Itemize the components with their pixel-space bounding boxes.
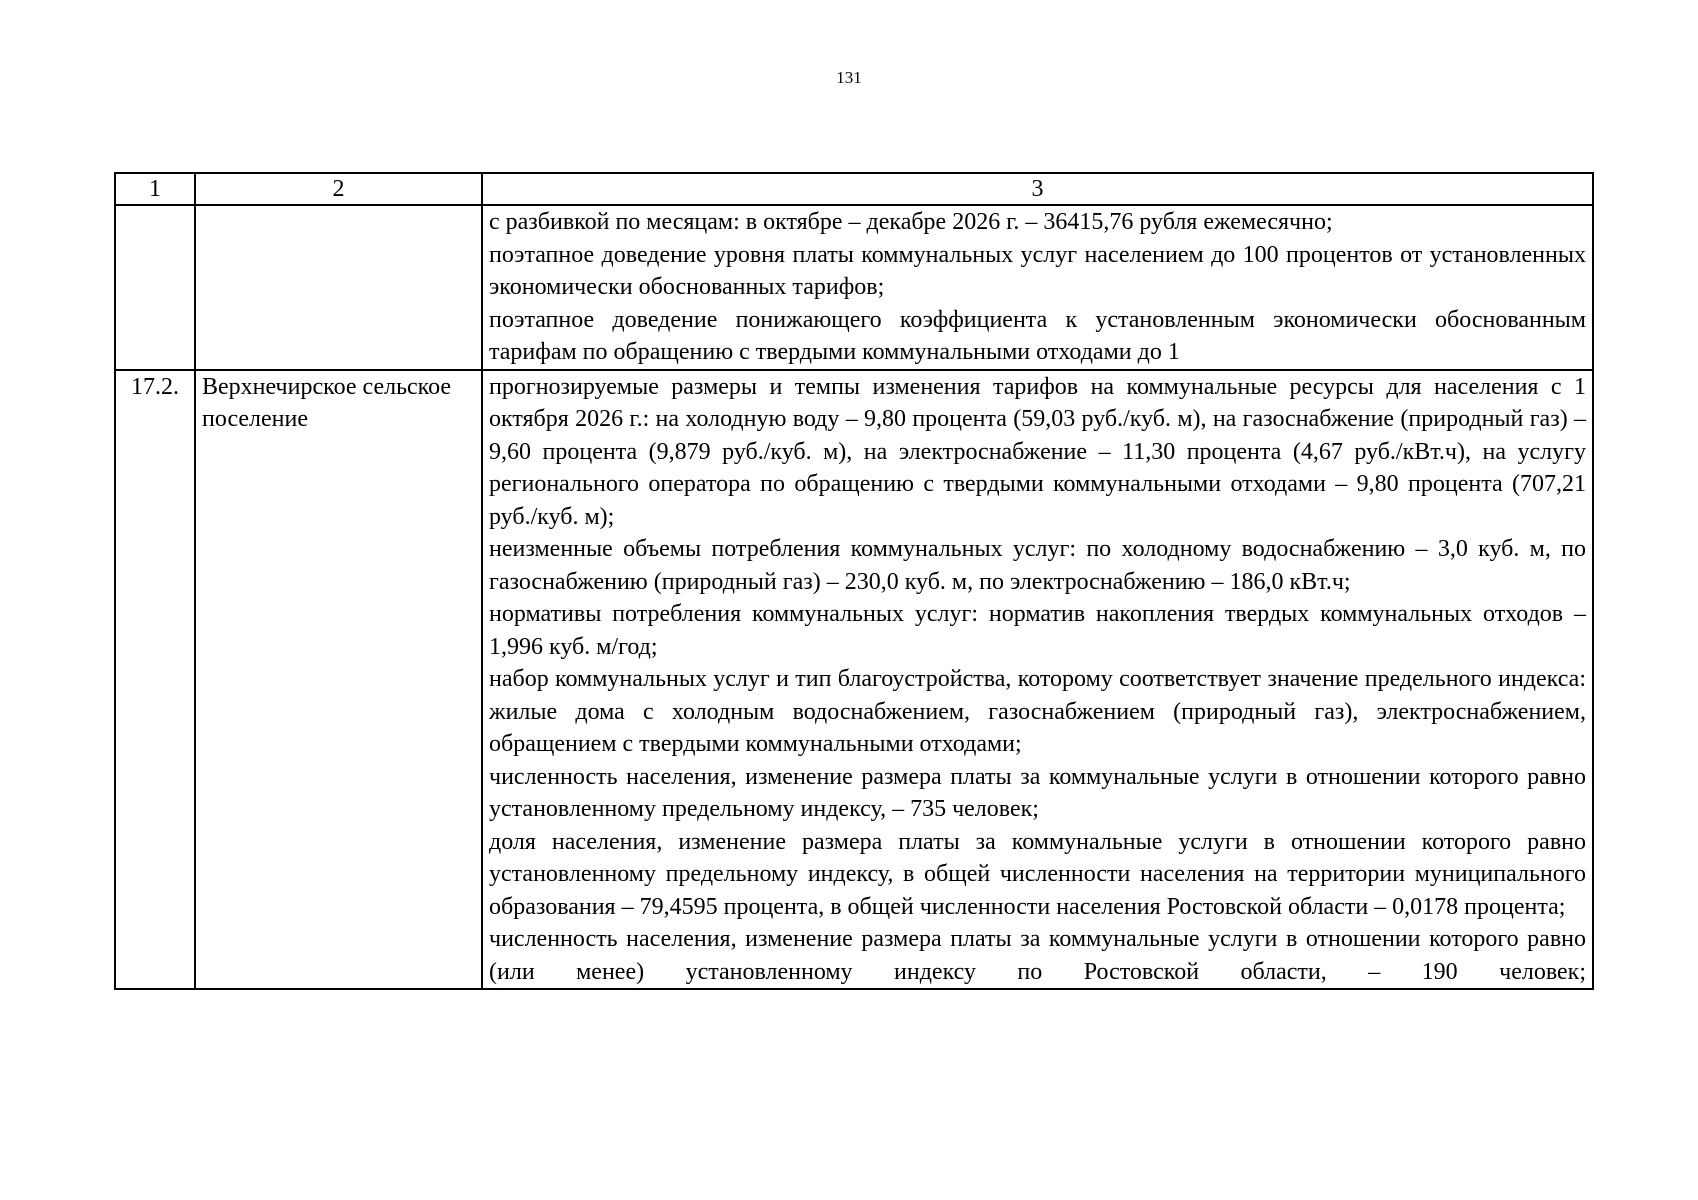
row-number: 17.2. (115, 370, 195, 990)
indicator-paragraph: неизменные объемы потребления коммунальных услуг: по холодному водоснабжению – 3,0 куб. м, по газоснабжению (природный газ) – 230,0 куб. м, по электроснабжению – 186,0 кВт.ч; (489, 536, 1586, 595)
document-table (114, 172, 1594, 990)
indicator-paragraph: с разбивкой по месяцам: в октябре – декабре 2026 г. – 36415,76 рубля ежемесячно; (489, 209, 1333, 235)
settlement-name (195, 205, 482, 370)
column-header-1: 1 (115, 173, 195, 205)
indicator-paragraph: численность населения, изменение размера платы за коммунальные услуги в отношении которого равно установленному предельному индексу, – 735 человек; (489, 763, 1586, 822)
column-header-2: 2 (195, 173, 482, 205)
settlement-name: Верхнечирское сельское поселение (195, 370, 482, 990)
indicators-cell (482, 370, 1593, 990)
column-header-3: 3 (482, 173, 1593, 205)
indicator-paragraph: набор коммунальных услуг и тип благоустройства, которому соответствует значение предельного индекса: жилые дома с холодным водоснабжением, газоснабжением (природный газ), электроснабжением, обращением с твердыми коммунальными отходами; (489, 666, 1586, 757)
table-row (115, 370, 1593, 990)
indicators-cell (482, 205, 1593, 370)
indicator-paragraph: поэтапное доведение уровня платы коммунальных услуг населением до 100 процентов от установленных экономически обоснованных тарифов; (489, 241, 1586, 300)
indicator-paragraph: прогнозируемые размеры и темпы изменения тарифов на коммунальные ресурсы для населения с 1 октября 2026 г.: на холодную воду – 9,80 процента (59,03 руб./куб. м), на газоснабжение (природный газ) – 9,60 процента (9,879 руб./куб. м), на электроснабжение – 11,30 процента (4,67 руб./кВт.ч), на услугу регионального оператора по обращению с твердыми коммунальными отходами – 9,80 процента (707,21 руб./куб. м); (489, 373, 1586, 530)
indicator-paragraph: численность населения, изменение размера платы за коммунальные услуги в отношении которого равно (или менее) установленному индексу по Ростовской области, – 190 человек; (489, 926, 1586, 985)
indicator-paragraph: доля населения, изменение размера платы за коммунальные услуги в отношении которого равно установленному предельному индексу, в общей численности населения на территории муниципального образования – 79,4595 процента, в общей численности населения Ростовской области – 0,0178 процента; (489, 828, 1586, 920)
row-number (115, 205, 195, 370)
page-number: 131 (836, 68, 862, 87)
indicator-paragraph: поэтапное доведение понижающего коэффициента к установленным экономически обоснованным тарифам по обращению с твердыми коммунальными отходами до 1 (489, 306, 1586, 365)
table-header-row (115, 173, 1593, 205)
indicator-paragraph: нормативы потребления коммунальных услуг: норматив накопления твердых коммунальных отходов – 1,996 куб. м/год; (489, 601, 1586, 660)
table-row (115, 205, 1593, 370)
